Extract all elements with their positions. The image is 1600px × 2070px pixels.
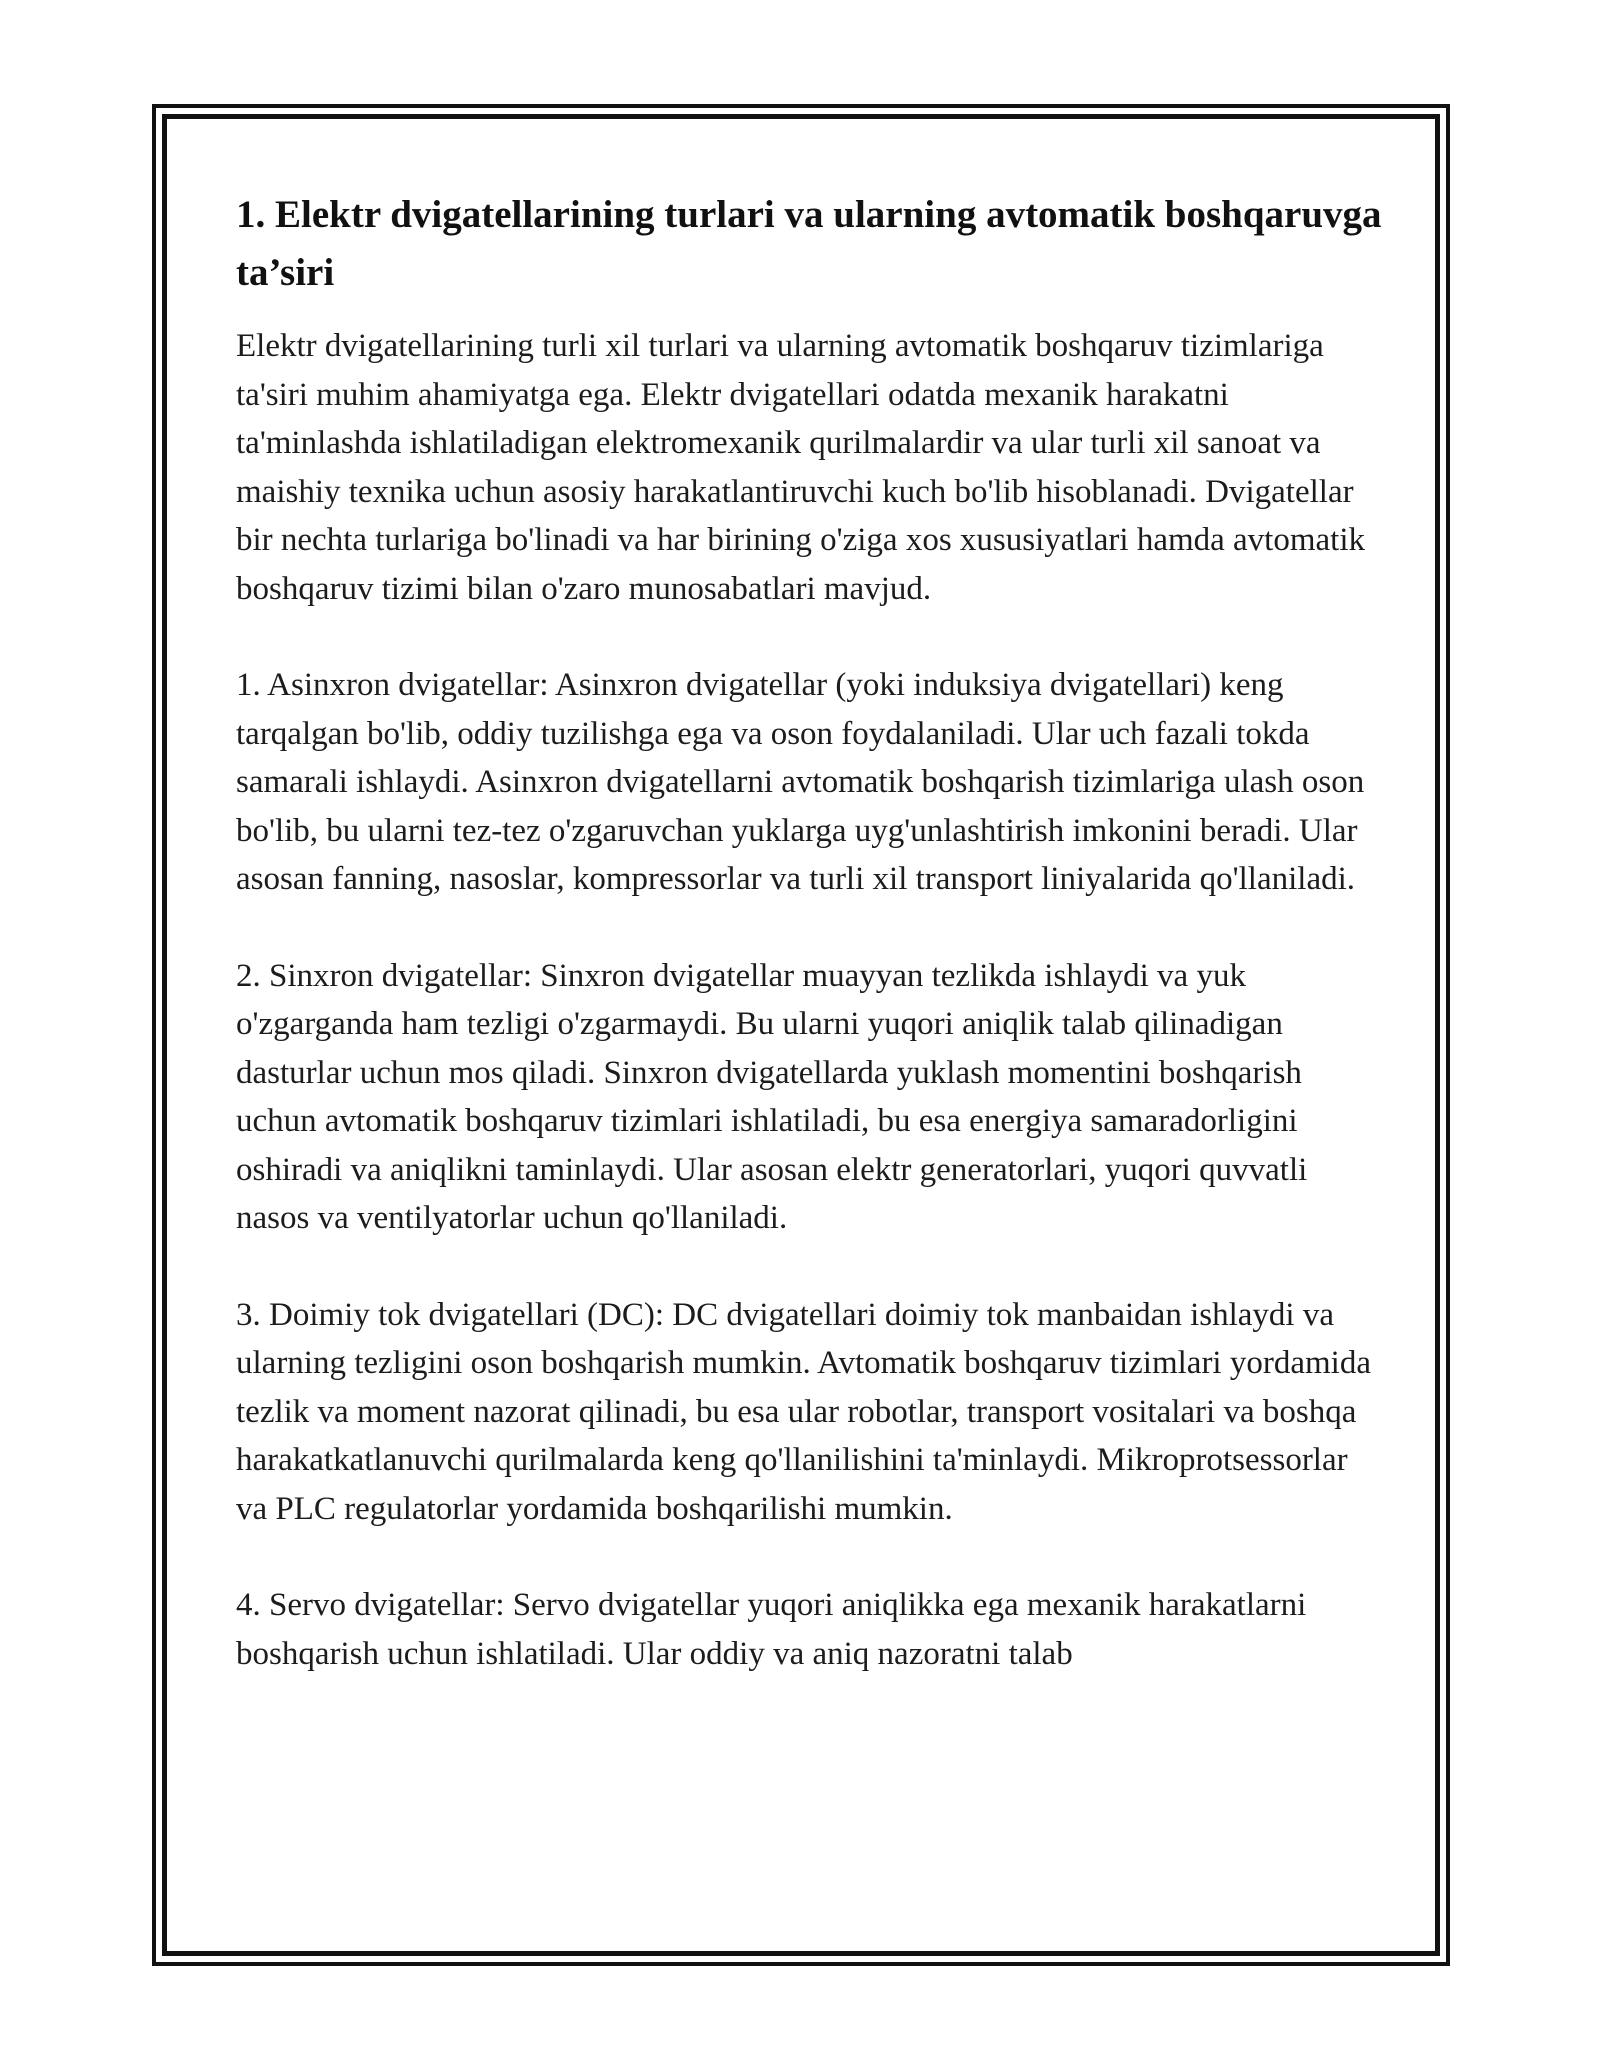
- paragraph-sinxron-dvigatellar: 2. Sinxron dvigatellar: Sinxron dvigatellar muayyan tezlikda ishlaydi va yuk o'zgarganda ham tezligi o'zgarmaydi. Bu ularni yuqori aniqlik talab qilinadigan dasturlar uchun mos qiladi. Sinxron dvigatellarda yuklash momentini boshqarish uchun avtomatik boshqaruv tizimlari ishlatiladi, bu esa energiya samaradorligini oshiradi va aniqlikni taminlaydi. Ular asosan elektr generatorlari, yuqori quvvatli nasos va ventilyatorlar uchun qo'llaniladi.: [236, 957, 1308, 1236]
- paragraph-asinxron-dvigatellar: 1. Asinxron dvigatellar: Asinxron dvigatellar (yoki induksiya dvigatellari) keng tarqalgan bo'lib, oddiy tuzilishga ega va oson foydalaniladi. Ular uch fazali tokda samarali ishlaydi. Asinxron dvigatellarni avtomatik boshqarish tizimlariga ulash oson bo'lib, bu ularni tez-tez o'zgaruvchan yuklarga uyg'unlashtirish imkonini beradi. Ular asosan fanning, nasoslar, kompressorlar va turli xil transport liniyalarida qo'llaniladi.: [236, 667, 1365, 897]
- intro-paragraph: Elektr dvigatellarining turli xil turlari va ularning avtomatik boshqaruv tizimlariga ta'siri muhim ahamiyatga ega. Elektr dvigatellari odatda mexanik harakatni ta'minlashda ishlatiladigan elektromexanik qurilmalardir va ular turli xil sanoat va maishiy texnika uchun asosiy harakatlantiruvchi kuch bo'lib hisoblanadi. Dvigatellar bir nechta turlariga bo'linadi va har birining o'ziga xos xususiyatlari hamda avtomatik boshqaruv tizimi bilan o'zaro munosabatlari mavjud.: [236, 328, 1365, 607]
- section-title: 1. Elektr dvigatellarining turlari va ularning avtomatik boshqaruvga ta’siri: [236, 193, 1382, 294]
- paragraph-servo-dvigatellar: 4. Servo dvigatellar: Servo dvigatellar yuqori aniqlikka ega mexanik harakatlarni boshqarish uchun ishlatiladi. Ular oddiy va aniq nazoratni talab: [236, 1587, 1307, 1672]
- paragraph-doimiy-tok-dvigatellari: 3. Doimiy tok dvigatellari (DC): DC dvigatellari doimiy tok manbaidan ishlaydi va ularning tezligini oson boshqarish mumkin. Avtomatik boshqaruv tizimlari yordamida tezlik va moment nazorat qilinadi, bu esa ular robotlar, transport vositalari va boshqa harakatkatlanuvchi qurilmalarda keng qo'llanilishini ta'minlaydi. Mikroprotsessorlar va PLC regulatorlar yordamida boshqarilishi mumkin.: [236, 1296, 1371, 1527]
- document-body: [236, 186, 1386, 1678]
